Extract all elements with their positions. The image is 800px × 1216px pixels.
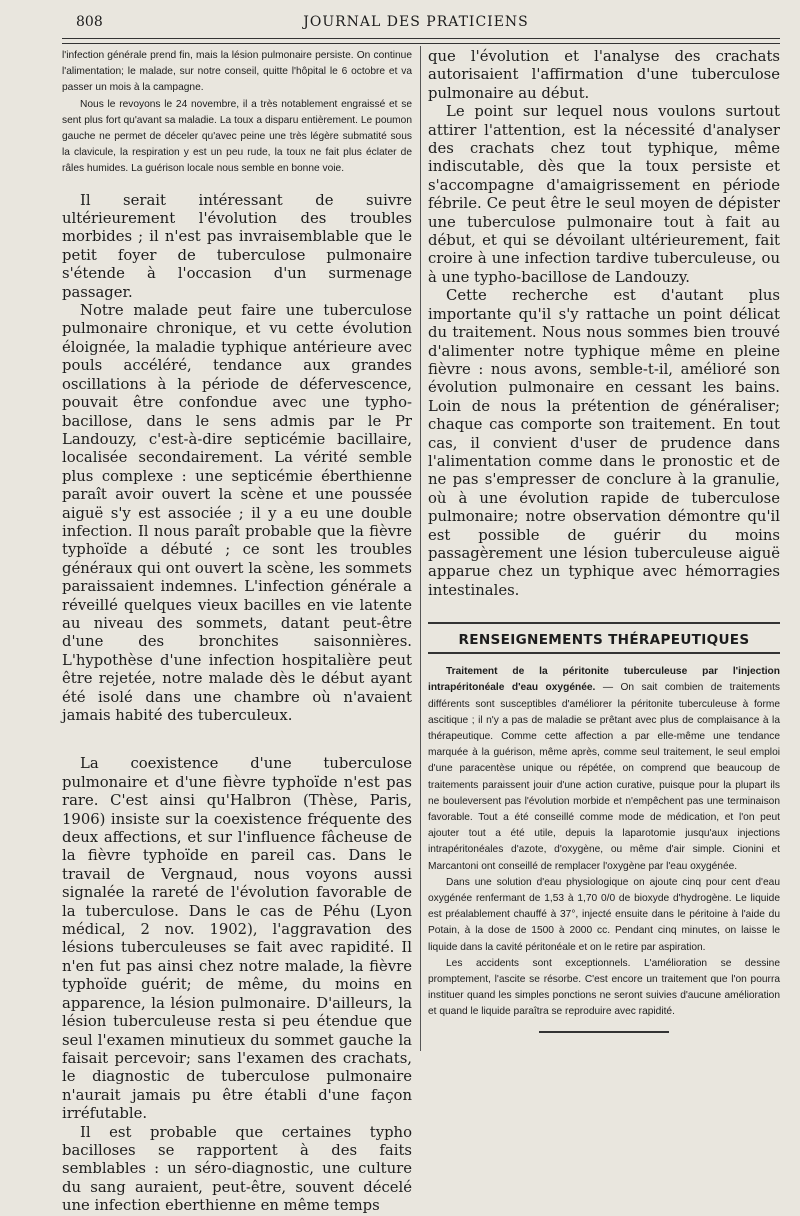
header-rule-thin <box>62 43 780 44</box>
body-paragraph: Il serait intéressant de suivre ultérieurement l'évolution des troubles morbides ; il n'est pas invraisemblable que le petit foyer de tuberculose pulmonaire s'étende à l'occasion d'un surmenage passager. <box>62 191 412 301</box>
case-note: l'infection générale prend fin, mais la lésion pulmonaire persiste. On continue l'alimentation; le malade, sur notre conseil, quitte l'hôpital le 6 octobre et va passer un mois à la campagne. <box>62 50 412 94</box>
journal-title: JOURNAL DES PRATICIENS <box>303 14 529 30</box>
article-lead-text: — On sait combien de traitements différents sont susceptibles d'améliorer la péritonite tuberculeuse à forme ascitique ; il n'y a pas de maladie se prêtant avec plus de complaisance à la thérapeutique. Comme cette affection a par elle-même une tendance marquée à la guérison, même après, comme seul traitement, le seul emploi d'une paracentèse unique ou répétée, on comprend que beaucoup de traitements paraissent jouir d'une action curative, puisque pour la plupart ils ne bouleversent pas l'évolution morbide et n'empêchent pas une terminaison favorable. Tout a été conseillé comme mode de médication, et l'on peut ajouter tout a été utile, depuis la laparotomie jusqu'aux injections intrapéritonéales d'azote, d'oxygène, ou même d'air simple. Cionini et Marcantoni ont conseillé de remplacer l'oxygène par l'eau oxygénée. <box>428 682 780 872</box>
section-heading-box <box>428 622 780 654</box>
page-number: 808 <box>76 14 103 30</box>
page-header <box>62 12 770 36</box>
article-lead-paragraph <box>428 664 780 875</box>
body-paragraph: Notre malade peut faire une tuberculose pulmonaire chronique, et vu cette évolution éloignée, la maladie typhique antérieure avec pouls accéléré, tendance aux grandes oscillations à la période de défervescence, pouvait être confondue avec une typho-bacillose, dans le sens admis par le Pr Landouzy, c'est-à-dire septicémie bacillaire, localisée secondairement. La vérité semble plus complexe : une septicémie éberthienne paraît avoir ouvert la scène et une poussée aiguë s'y est associée ; il y a eu une double infection. Il nous paraît probable que la fièvre typhoïde a débuté ; ce sont les troubles généraux qui ont ouvert la scène, les sommets paraissaient indemnes. L'infection générale a réveillé quelques vieux bacilles en vie latente au niveau des sommets, datant peut-être d'une des bronchites saisonnières. L'hypothèse d'une infection hospitalière peut être rejetée, notre malade dès le début ayant été isolé dans une chambre où n'avaient jamais habité des tuberculeux. <box>62 302 412 724</box>
article-title: Traitement de la péritonite tuberculeuse par l'injection intrapéritonéale d'eau oxygénée. <box>428 666 780 694</box>
right-column <box>428 48 780 1033</box>
column-divider <box>420 46 421 1051</box>
left-column <box>62 48 412 1216</box>
body-paragraph: que l'évolution et l'analyse des crachats autorisaient l'affirmation d'une tuberculose pulmonaire au début. <box>428 48 780 102</box>
case-note: Nous le revoyons le 24 novembre, il a très notablement engraissé et se sent plus fort qu'avant sa maladie. La toux a disparu entièrement. Le poumon gauche ne permet de déceler qu'avec peine une très légère submatité sous la clavicule, la respiration y est un peu rude, la toux ne fait plus éclater de râles humides. La guérison locale nous semble en bonne voie. <box>62 98 412 175</box>
section-title: RENSEIGNEMENTS THÉRAPEUTIQUES <box>458 632 750 649</box>
article-paragraph: Les accidents sont exceptionnels. L'amélioration se dessine promptement, l'ascite se résorbe. C'est encore un traitement que l'on pourra instituer quand les simples ponctions ne seront suivies d'aucune amélioration et quand le liquide paraîtra se reproduire avec rapidité. <box>428 957 780 1018</box>
article-paragraph: Dans une solution d'eau physiologique on ajoute cinq pour cent d'eau oxygénée renfermant de 1,53 à 1,70 0/0 de bioxyde d'hydrogène. Le liquide est préalablement chauffé à 37°, injecté ensuite dans le péritoine à l'aide du Potain, à la dose de 1500 à 2000 cc. Pendant cinq minutes, on laisse le liquide dans la cavité péritonéale et on le retire par aspiration. <box>428 876 780 953</box>
body-paragraph: Il est probable que certaines typho bacilloses se rapportent à des faits semblables : un séro-diagnostic, une culture du sang auraient, peut-être, souvent décelé une infection eberthienne en même temps <box>62 1123 412 1215</box>
header-rule <box>62 38 780 39</box>
body-paragraph: Cette recherche est d'autant plus importante qu'il s'y rattache un point délicat du traitement. Nous nous sommes bien trouvé d'alimenter notre typhique même en pleine fièvre : nous avons, semble-t-il, amélioré son évolution pulmonaire en cessant les bains. Loin de nous la prétention de généraliser; chaque cas comporte son traitement. En tout cas, il convient d'user de prudence dans l'alimentation comme dans le pronostic et de ne pas s'empresser de conclure à la granulie, où à une évolution rapide de tuberculose pulmonaire; notre observation démontre qu'il est possible de guérir du moins passagèrement une lésion tuberculeuse aiguë apparue chez un typhique avec hémorragies intestinales. <box>428 287 780 599</box>
body-paragraph: Le point sur lequel nous voulons surtout attirer l'attention, est la nécessité d'analyser des crachats chez tout typhique, même indiscutable, dès que la toux persiste et s'accompagne d'amaigrissement en période fébrile. Ce peut être le seul moyen de dépister une tuberculose pulmonaire tout à fait au début, et qui se dévoilant ultérieurement, fait croire à une infection tardive tuberculeuse, ou à une typho-bacillose de Landouzy. <box>428 103 780 286</box>
article-end-rule <box>539 1031 669 1033</box>
body-paragraph: La coexistence d'une tuberculose pulmonaire et d'une fièvre typhoïde n'est pas rare. C'est ainsi qu'Halbron (Thèse, Paris, 1906) insiste sur la coexistence fréquente des deux affections, et sur l'influence fâcheuse de la fièvre typhoïde en pareil cas. Dans le travail de Vergnaud, nous voyons aussi signalée la rareté de l'évolution favorable de la tuberculose. Dans le cas de Péhu (Lyon médical, 2 nov. 1902), l'aggravation des lésions tuberculeuses se fait avec rapidité. Il n'en fut pas ainsi chez notre malade, la fièvre typhoïde guérit; de même, du moins en apparence, la lésion pulmonaire. D'ailleurs, la lésion tuberculeuse resta si peu étendue que seul l'examen minutieux du sommet gauche la faisait percevoir; sans l'examen des crachats, le diagnostic de tuberculose pulmonaire n'aurait jamais pu être établi d'une façon irréfutable. <box>62 755 412 1123</box>
